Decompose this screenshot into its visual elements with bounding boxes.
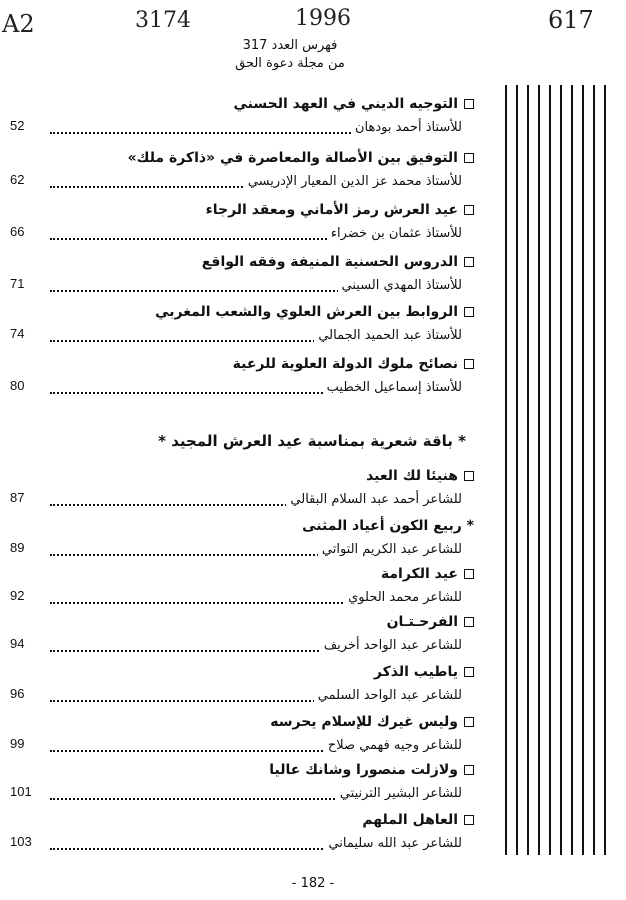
entry-author: للأستاذ عبد الحميد الجمالي (314, 328, 462, 343)
handwritten-note-number: 3174 (135, 8, 191, 33)
checkbox-square-icon (464, 569, 474, 579)
entry-page: 66 (10, 224, 25, 239)
entry-title: هنيئا لك العيد (366, 468, 458, 484)
page-number: - 182 - (291, 876, 335, 891)
entry-title: ولازلت منصورا وشانك عاليا (269, 762, 458, 778)
checkbox-square-icon (464, 153, 474, 163)
entry-author: للشاعر عبد الواحد أخريف (320, 638, 462, 653)
section-heading: * باقة شعرية بمناسبة عيد العرش المجيد * (158, 432, 466, 450)
entry-title: ياطيب الذكر (373, 664, 458, 680)
toc-entry[interactable] (10, 762, 474, 808)
toc-entry[interactable] (10, 96, 474, 142)
entry-page: 94 (10, 636, 25, 651)
checkbox-square-icon (464, 765, 474, 775)
entry-author: للشاعر عبد الله سليماني (324, 836, 462, 851)
entry-title: وليس غيرك للإسلام يحرسه (270, 714, 458, 730)
checkbox-square-icon (464, 471, 474, 481)
checkbox-square-icon (464, 667, 474, 677)
entry-author: للشاعر عبد الكريم التواتي (318, 542, 462, 557)
entry-author: للشاعر وجيه فهمي صلاح (324, 738, 462, 753)
entry-author: للأستاذ محمد عز الدين المعيار الإدريسي (244, 174, 462, 189)
checkbox-square-icon (464, 359, 474, 369)
entry-page: 87 (10, 490, 25, 505)
checkbox-square-icon (464, 617, 474, 627)
entry-page: 89 (10, 540, 25, 555)
checkbox-square-icon (464, 307, 474, 317)
entry-page: 103 (10, 834, 32, 849)
entry-title: العاهل الملهم (362, 812, 458, 828)
entry-author: للأستاذ عثمان بن خضراء (327, 226, 462, 241)
entry-title: الدروس الحسنية المنيفة وفقه الواقع (201, 254, 458, 270)
entry-page: 52 (10, 118, 25, 133)
header-issue-index: فهرس العدد 317 (242, 38, 338, 53)
toc-entry[interactable] (10, 714, 474, 760)
checkbox-square-icon (464, 717, 474, 727)
toc-entry[interactable] (10, 202, 474, 248)
entry-title: التوجيه الديني في العهد الحسني (233, 96, 458, 112)
handwritten-note-page: 617 (548, 6, 594, 34)
checkbox-square-icon (464, 99, 474, 109)
toc-entry[interactable] (10, 150, 474, 196)
toc-entry[interactable] (10, 254, 474, 300)
entry-page: 99 (10, 736, 25, 751)
entry-page: 74 (10, 326, 25, 341)
vertical-rules-column (505, 85, 607, 855)
entry-author: للشاعر عبد الواحد السلمي (314, 688, 462, 703)
handwritten-note-a2: A2 (2, 10, 35, 38)
entry-title: عيد العرش رمز الأماني ومعقد الرجاء (205, 202, 458, 218)
checkbox-square-icon (464, 205, 474, 215)
entry-author: للأستاذ إسماعيل الخطيب (323, 380, 462, 395)
toc-entry[interactable] (10, 614, 474, 660)
toc-entry[interactable] (10, 356, 474, 402)
entry-page: 101 (10, 784, 32, 799)
toc-entry[interactable] (10, 812, 474, 858)
entry-title: نصائح ملوك الدولة العلوية للرعية (232, 356, 458, 372)
toc-entry[interactable] (10, 304, 474, 350)
entry-page: 62 (10, 172, 25, 187)
entry-author: للأستاذ أحمد بودهان (351, 120, 462, 135)
entry-title: عيد الكرامة (380, 566, 458, 582)
checkbox-square-icon (464, 815, 474, 825)
entry-page: 96 (10, 686, 25, 701)
toc-entry[interactable] (10, 468, 474, 514)
entry-author: للشاعر البشير الترنيتي (336, 786, 462, 801)
toc-entry[interactable] (10, 664, 474, 710)
checkbox-square-icon (464, 257, 474, 267)
toc-entry[interactable] (10, 518, 474, 564)
entry-page: 92 (10, 588, 25, 603)
entry-title: الروابط بين العرش العلوي والشعب المغربي (155, 304, 458, 320)
entry-page: 80 (10, 378, 25, 393)
entry-title: الفرحـتـان (386, 614, 458, 630)
entry-author: للشاعر أحمد عبد السلام البقالي (286, 492, 462, 507)
entry-author: للأستاذ المهدي السيني (338, 278, 462, 293)
toc-entry[interactable] (10, 566, 474, 612)
entry-title: التوفيق بين الأصالة والمعاصرة في «ذاكرة ملك» (127, 150, 458, 166)
header-magazine: من مجلة دعوة الحق (235, 56, 345, 71)
entry-title: * ربيع الكون أعياد المثنى (302, 518, 474, 534)
entry-author: للشاعر محمد الحلوي (344, 590, 462, 605)
entry-page: 71 (10, 276, 25, 291)
handwritten-note-year: 1996 (295, 6, 351, 31)
